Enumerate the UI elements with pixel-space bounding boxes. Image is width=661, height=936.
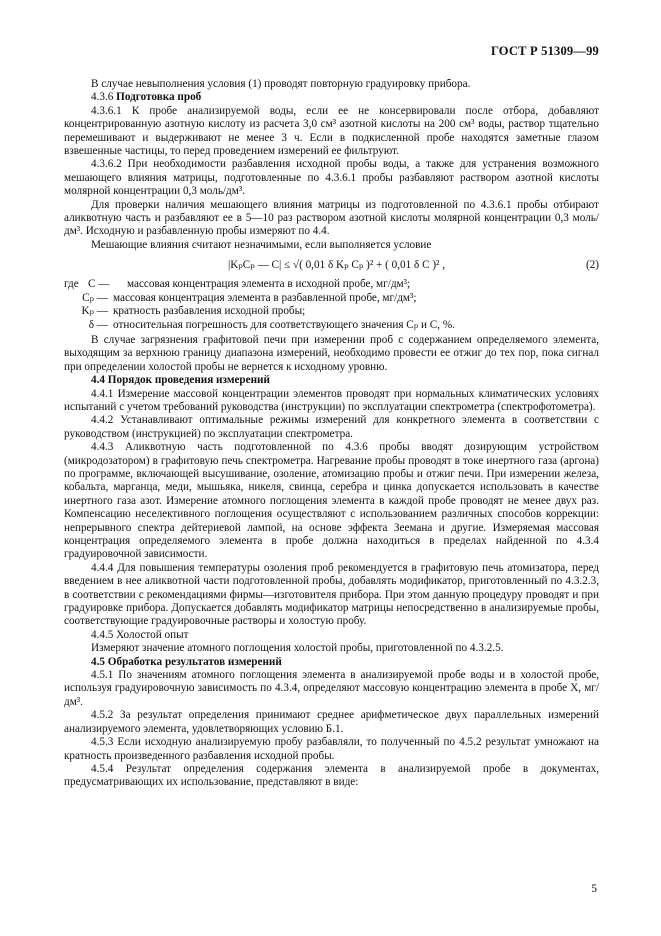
paragraph-graphite-contamination: В случае загрязнения графитовой печи при измерении проб с содержанием определяемого элемента, выходящим за верхнюю границу диапазона измерений, необходимо провести ее отжиг до тех пор, пока сигнал при определении холостой пробы не вернется к исходному уровню.: [64, 333, 599, 373]
paragraph-regraduation: В случае невыполнения условия (1) проводят повторную градуировку прибора.: [91, 78, 471, 90]
formula-number: (2): [585, 258, 599, 271]
heading-title: Подготовка проб: [116, 91, 202, 104]
definition-symbol: C —: [88, 278, 110, 291]
paragraph-4-4-4: 4.4.4 Для повышения температуры озоления проб рекомендуется в графитовую печь атомизатора, перед введением в нее аликвотной части подготовленной пробы, добавлять модификатор, приготовленный по 4.3.2.3, в соответствии с рекомендациями фирмы—изготовителя прибора. При этом данную процедуру проводят и при градуировке прибора. Допускается добавлять модификатор матрицы непосредственно в анализируемые пробы, соответствующие градуировочные растворы и холостую пробу.: [64, 561, 599, 628]
heading-number: 4.3.6: [91, 91, 114, 104]
paragraph-4-5-2: 4.5.2 За результат определения принимают среднее арифметическое двух параллельных измерений анализируемого элемента, удовлетворяющих условию Б.1.: [64, 709, 599, 735]
paragraph-matrix-check: Для проверки наличия мешающего влияния матрицы из подготовленной по 4.3.6.1 пробы отбирают аликвотную часть и разбавляют ее в 5—10 раз раствором азотной кислоты молярной концентрации 0,3 моль/дм³. Исходную и разбавленную пробы измеряют по 4.4.: [64, 198, 599, 238]
heading-4-4: [64, 374, 599, 387]
definition-row: [64, 319, 599, 332]
paragraph-insignificance: Мешающие влияния считают незначимыми, если выполняется условие: [91, 238, 432, 251]
definition-text: массовая концентрация элемента в разбавленной пробе, мг/дм³;: [113, 291, 417, 304]
paragraph-4-3-6-2: 4.3.6.2 При необходимости разбавления исходной пробы воды, а также для устранения возможного мешающего влияния матрицы, подготовленные по 4.3.6.1 пробы разбавляют раствором азотной кислоты молярной концентрации 0,3 моль/дм³.: [64, 158, 599, 198]
definition-row: [64, 292, 599, 305]
heading-title: Порядок проведения измерений: [107, 374, 270, 387]
definition-symbol: δ —: [88, 318, 108, 331]
definition-row: [64, 278, 599, 291]
symbol-definitions: [64, 278, 599, 332]
definition-symbol: Cₚ —: [82, 291, 108, 304]
heading-4-3-6: [64, 91, 599, 104]
paragraph-4-4-3: 4.4.3 Аликвотную часть подготовленной по 4.3.6 пробы вводят дозирующим устройством (микродозатором) в графитовую печь спектрометра. Нагревание пробы проводят в токе инертного газа (аргона) по программе, включающей высушивание, озоление, атомизацию пробы и отжиг печи. При измерении железа, кобальта, марганца, меди, мышьяка, никеля, свинца, серебра и цинка допускается использовать в качестве инертного газа азот. Измерение атомного поглощения элемента в каждой пробе проводят не менее двух раз. Компенсацию неселективного поглощения осуществляют с использованием различных способов коррекции: непрерывного спектра дейтериевой лампой, на основе эффекта Зеемана и другие. Измеряемая массовая концентрация определяемого элемента в пробе должна находиться в пределах найденной по 4.3.4 градуировочной зависимости.: [64, 441, 599, 561]
paragraph-blank-measurement: Измеряют значение атомного поглощения холостой пробы, приготовленной по 4.3.2.5.: [91, 642, 504, 655]
heading-title: Обработка результатов измерений: [107, 655, 282, 668]
heading-number: 4.4: [91, 374, 105, 387]
definition-lead: где: [64, 278, 79, 291]
definition-text: кратность разбавления исходной пробы;: [113, 305, 306, 318]
paragraph-4-4-1: 4.4.1 Измерение массовой концентрации элементов проводят при нормальных климатических условиях испытаний с учетом требований руководства (инструкции) по эксплуатации спектрометра (спектрофотометра).: [64, 387, 599, 413]
heading-number: 4.5: [91, 655, 105, 668]
definition-row: [64, 305, 599, 318]
paragraph-4-5-1: 4.5.1 По значениям атомного поглощения элемента в анализируемой пробе воды и в холостой пробе, используя градуировочную зависимость по 4.3.4, определяют массовую концентрацию элемента в пробе X, мг/дм³.: [64, 669, 599, 708]
definition-text: массовая концентрация элемента в исходной пробе, мг/дм³;: [127, 278, 411, 291]
paragraph-4-5-4: 4.5.4 Результат определения содержания элемента в анализируемой пробе в документах, предусматривающих их использование, представляют в виде:: [64, 762, 599, 789]
page-number: 5: [591, 883, 597, 895]
definition-text: относительная погрешность для соответствующего значения Cₚ и C, %.: [113, 318, 455, 331]
formula-2: [64, 256, 599, 274]
formula-expression: |KₚCₚ — C| ≤ √( 0,01 δ Kₚ Cₚ )² + ( 0,01 δ C )² ,: [227, 258, 445, 271]
document-header: ГОСТ Р 51309—99: [490, 44, 599, 58]
paragraph-4-4-5: 4.4.5 Холостой опыт: [91, 628, 189, 641]
definition-symbol: Kₚ —: [81, 305, 108, 318]
paragraph-4-4-2: 4.4.2 Устанавливают оптимальные режимы измерений для конкретного элемента в соответствии с руководством (инструкцией) по эксплуатации спектрометра.: [64, 414, 599, 440]
page-body: [64, 78, 599, 790]
paragraph-4-5-3: 4.5.3 Если исходную анализируемую пробу разбавляли, то полученный по 4.5.2 результат умножают на кратность произведенного разбавления исходной пробы.: [64, 736, 599, 762]
heading-4-5: [64, 656, 599, 669]
paragraph-4-3-6-1: 4.3.6.1 К пробе анализируемой воды, если ее не консервировали после отбора, добавляют концентрированную азотную кислоту из расчета 3,0 см³ азотной кислоты на 200 см³ воды, раствор тщательно перемешивают и выдерживают не менее 3 ч. Если в подкисленной пробе находятся заметные глазом взвешенные частицы, то перед проведением измерений ее фильтруют.: [64, 104, 599, 158]
